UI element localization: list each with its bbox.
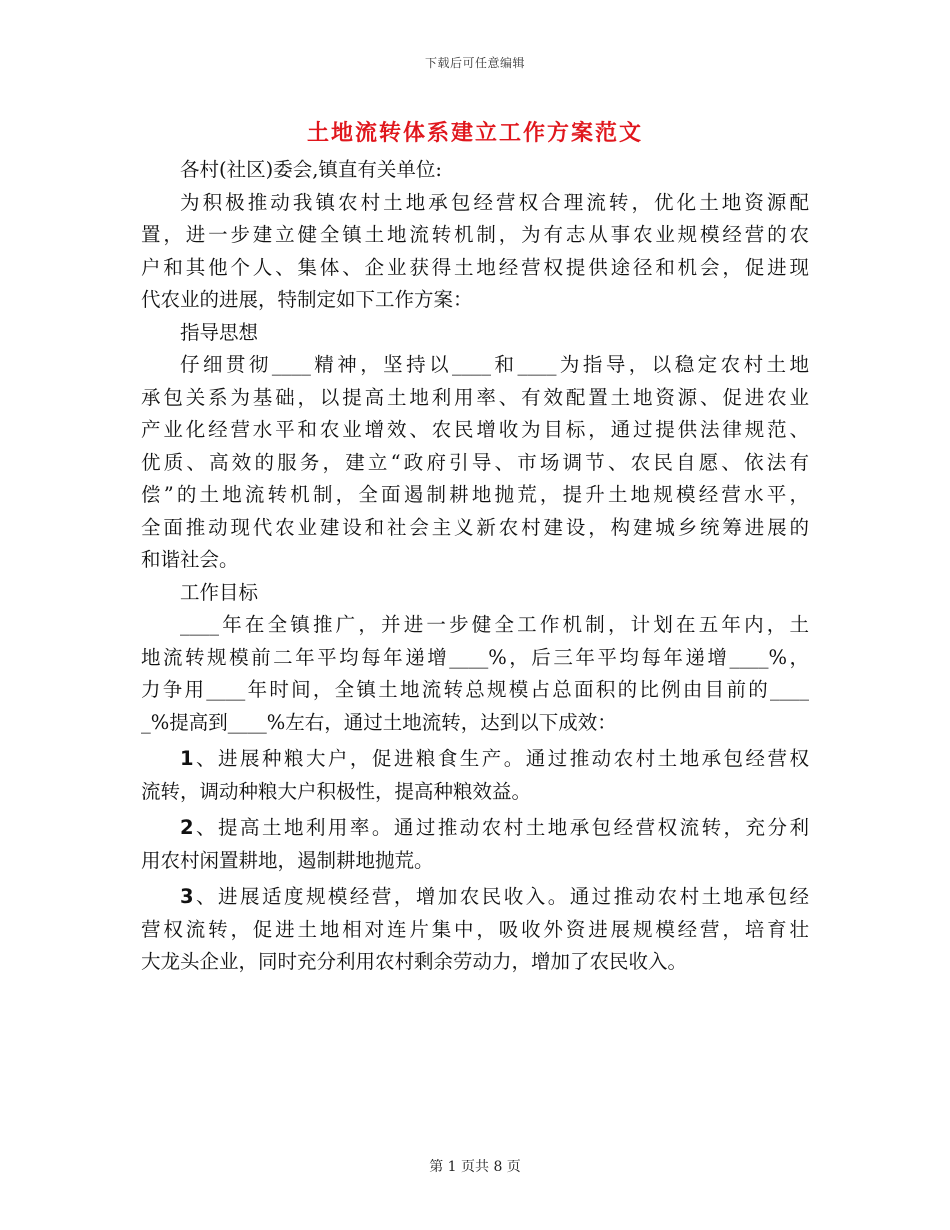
section1-line: 全面推动现代农业建设和社会主义新农村建设，构建城乡统筹进展的 bbox=[141, 515, 809, 539]
list-item-text: 、进展种粮大户，促进粮食生产。通过推动农村土地承包经营权 bbox=[193, 747, 809, 770]
intro-line: 置，进一步建立健全镇土地流转机制，为有志从事农业规模经营的农 bbox=[141, 223, 809, 246]
section2-line: ____年在全镇推广，并进一步健全工作机制，计划在五年内，土 bbox=[180, 613, 809, 636]
intro-line: 户和其他个人、集体、企业获得土地经营权提供途径和机会，促进现 bbox=[141, 255, 809, 279]
list-item-line: 用农村闲置耕地，遏制耕地抛荒。 bbox=[141, 848, 434, 872]
list-item-line: 流转，调动种粮大户积极性，提高种粮效益。 bbox=[141, 779, 532, 803]
page-number: 第 1 页共 8 页 bbox=[429, 1159, 521, 1175]
section1-line: 承包关系为基础，以提高土地利用率、有效配置土地资源、促进农业 bbox=[141, 385, 809, 409]
list-item-line: 营权流转，促进土地相对连片集中，吸收外资进展规模经营，培育壮 bbox=[141, 917, 809, 941]
section1-line: 仔细贯彻____精神，坚持以____和____为指导，以稳定农村土地 bbox=[180, 353, 809, 376]
list-item-1 bbox=[141, 743, 809, 776]
section-heading-guiding-thought: 指导思想 bbox=[180, 320, 259, 344]
section-heading-work-goals: 工作目标 bbox=[180, 580, 259, 604]
list-item-text: 、提高土地利用率。通过推动农村土地承包经营权流转，充分利 bbox=[193, 816, 809, 839]
section1-line: 产业化经营水平和农业增效、农民增收为目标，通过提供法律规范、 bbox=[141, 418, 809, 441]
section2-line: _%提高到____%左右，通过土地流转，达到以下成效： bbox=[141, 710, 617, 734]
list-item-text: 、进展适度规模经营，增加农民收入。通过推动农村土地承包经 bbox=[193, 885, 809, 908]
list-item-number: 2 bbox=[180, 816, 194, 839]
list-item-number: 1 bbox=[180, 747, 194, 770]
section1-line: 和谐社会。 bbox=[141, 548, 239, 571]
section2-line: 地流转规模前二年平均每年递增____%，后三年平均每年递增____%， bbox=[141, 645, 809, 669]
intro-line: 代农业的进展，特制定如下工作方案： bbox=[141, 288, 473, 311]
section1-line: 优质、高效的服务，建立“政府引导、市场调节、农民自愿、依法有 bbox=[141, 450, 809, 474]
list-item-line: 大龙头企业，同时充分利用农村剩余劳动力，增加了农民收入。 bbox=[141, 950, 688, 973]
salutation: 各村(社区)委会,镇直有关单位: bbox=[180, 158, 442, 181]
list-item-2 bbox=[141, 812, 809, 845]
list-item-number: 3 bbox=[180, 885, 194, 908]
intro-line: 为积极推动我镇农村土地承包经营权合理流转，优化土地资源配 bbox=[180, 190, 809, 214]
document-title: 土地流转体系建立工作方案范文 bbox=[306, 120, 643, 146]
list-item-3 bbox=[141, 881, 809, 914]
header-note: 下载后可任意编辑 bbox=[424, 56, 525, 70]
document-body bbox=[141, 154, 809, 979]
section1-line: 偿”的土地流转机制，全面遏制耕地抛荒，提升土地规模经营水平， bbox=[141, 483, 809, 506]
section2-line: 力争用____年时间，全镇土地流转总规模占总面积的比例由目前的____ bbox=[141, 678, 809, 701]
